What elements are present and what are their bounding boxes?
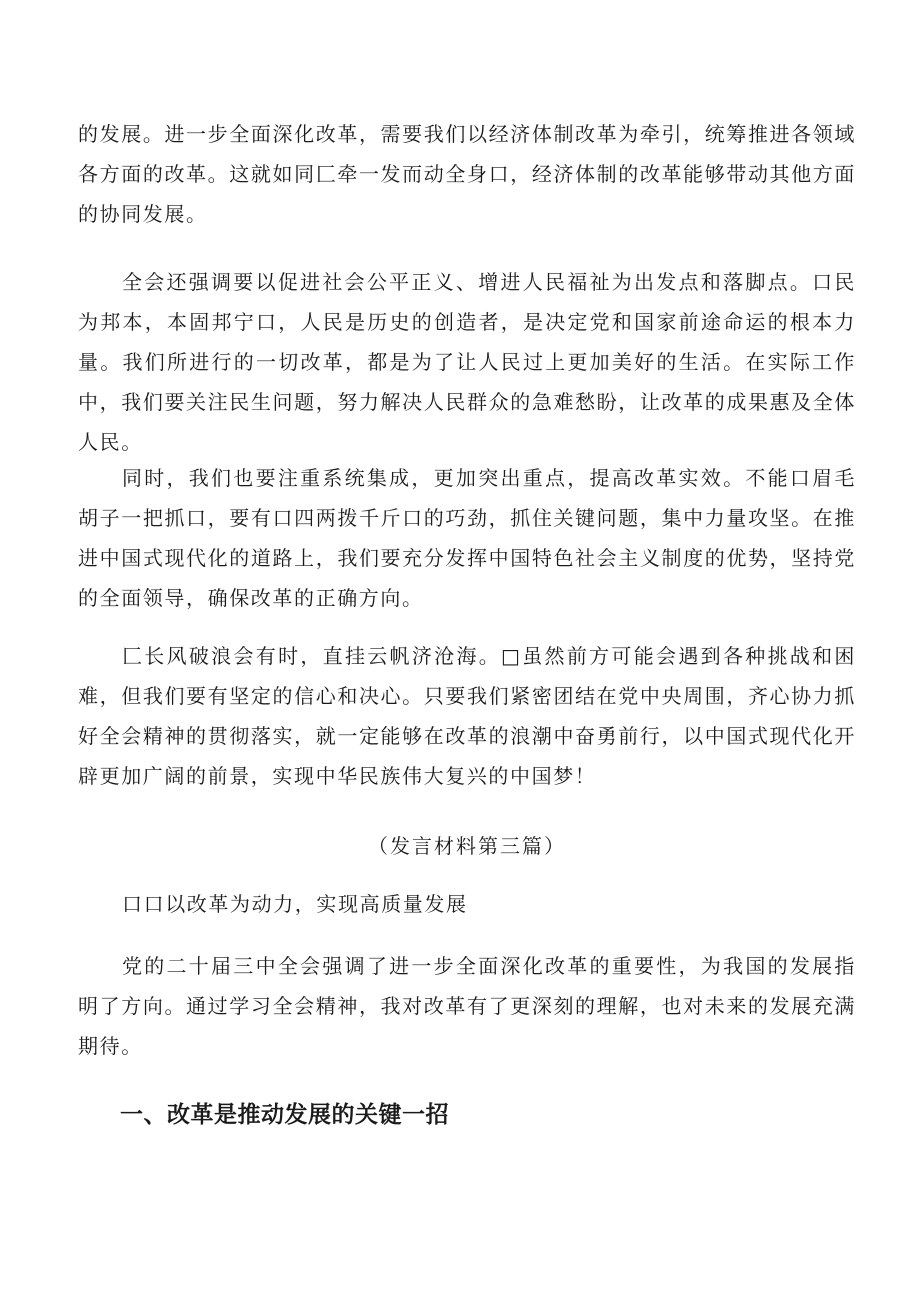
paragraph-conclusion: 匚长风破浪会有时，直挂云帆济沧海。□虽然前方可能会遇到各种挑战和困难，但我们要有坚定的信心和决心。只要我们紧密团结在党中央周围，齐心协力抓好全会精神的贯彻落实，就一定能够在改革的浪潮中奋勇前行，以中国式现代化开辟更加广阔的前景，实现中华民族伟大复兴的中国梦！: [78, 644, 856, 788]
section-marker: （发言材料第三篇）: [368, 834, 566, 858]
section-title: 口口以改革为动力，实现高质量发展: [122, 892, 468, 916]
intro-paragraph: 党的二十届三中全会强调了进一步全面深化改革的重要性，为我国的发展指明了方向。通过学习全会精神，我对改革有了更深刻的理解，也对未来的发展充满期待。: [78, 954, 856, 1058]
paragraph-system-integration: 同时，我们也要注重系统集成，更加突出重点，提高改革实效。不能口眉毛胡子一把抓口，要有口四两拨千斤口的巧劲，抓住关键问题，集中力量攻坚。在推进中国式现代化的道路上，我们要充分发挥中国特色社会主义制度的优势，坚持党的全面领导，确保改革的正确方向。: [78, 466, 856, 610]
heading-level-1: 一、改革是推动发展的关键一招: [120, 1102, 449, 1128]
paragraph-continuation: 的发展。进一步全面深化改革，需要我们以经济体制改革为牵引，统筹推进各领域各方面的改革。这就如同匚牵一发而动全身口，经济体制的改革能够带动其他方面的协同发展。: [78, 122, 856, 226]
paragraph-people-wellbeing: 全会还强调要以促进社会公平正义、增进人民福祉为出发点和落脚点。口民为邦本，本固邦宁口，人民是历史的创造者，是决定党和国家前途命运的根本力量。我们所进行的一切改革，都是为了让人民过上更加美好的生活。在实际工作中，我们要关注民生问题，努力解决人民群众的急难愁盼，让改革的成果惠及全体人民。: [78, 270, 856, 454]
